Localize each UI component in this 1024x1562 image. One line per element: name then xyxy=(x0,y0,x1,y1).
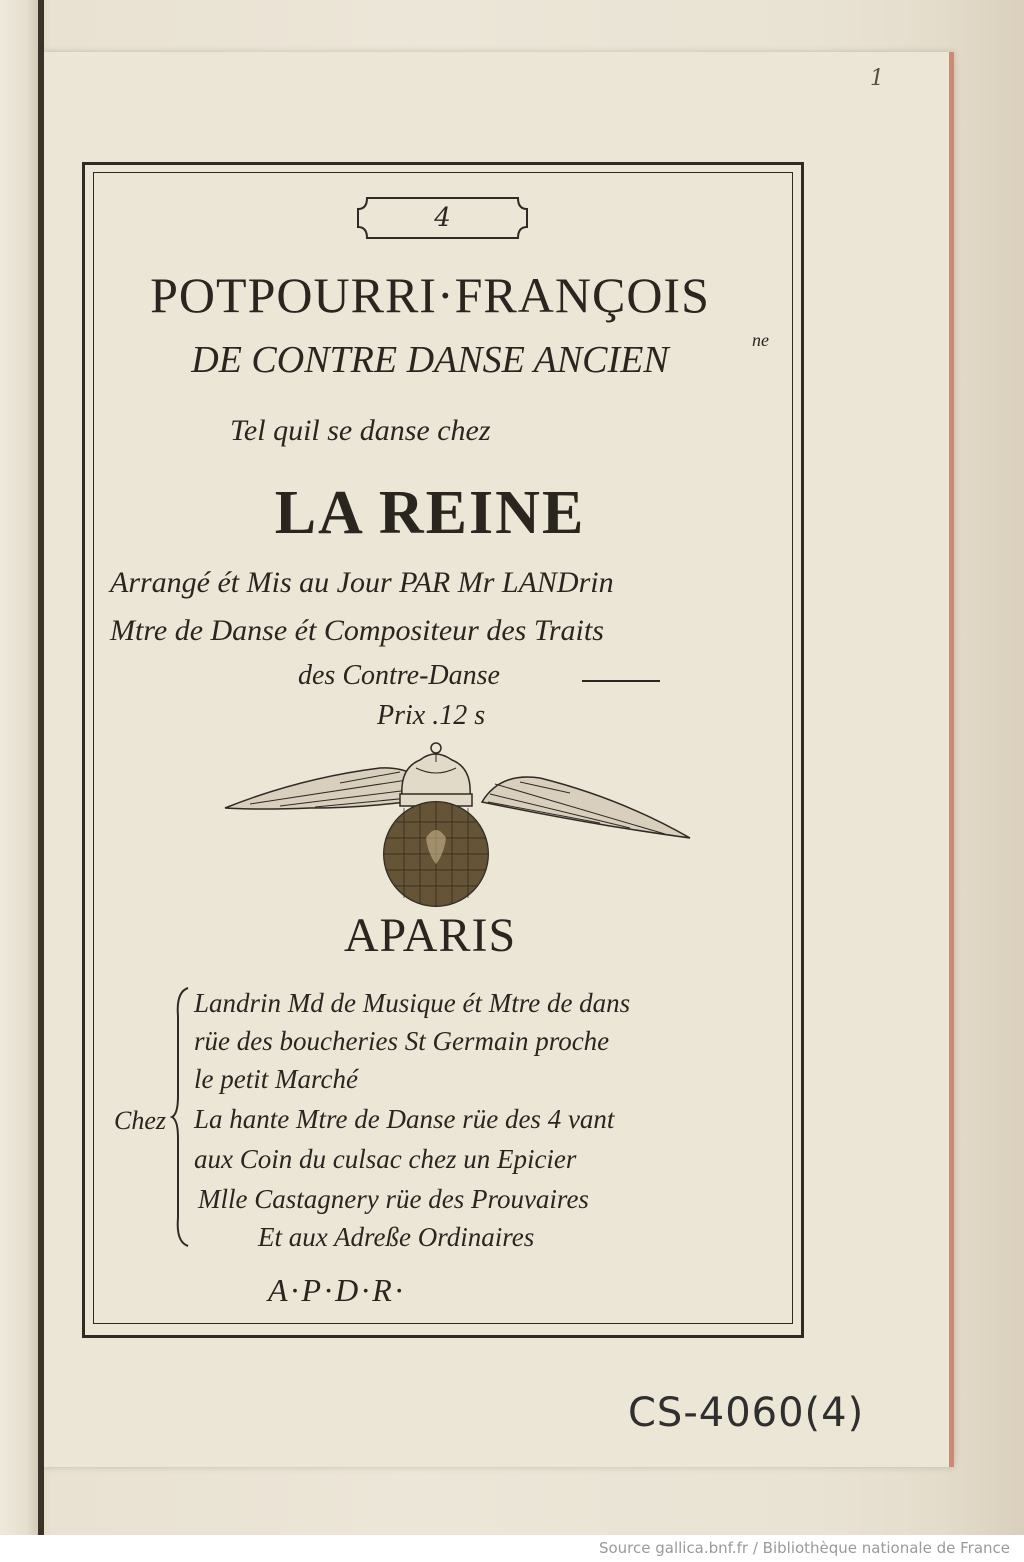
privilege-mark: A·P·D·R· xyxy=(268,1272,406,1308)
dance-master-line: Mtre de Danse ét Compositeur des Traits xyxy=(110,614,604,647)
title: POTPOURRI·FRANÇOIS xyxy=(150,267,710,323)
la-reine-heading: LA REINE xyxy=(274,479,586,547)
price-line: Prix .12 s xyxy=(377,700,486,731)
address-line: Et aux Adreße Ordinaires xyxy=(258,1222,535,1252)
subtitle: DE CONTRE DANSE ANCIEN xyxy=(191,339,669,381)
chez-label: Chez xyxy=(114,1106,166,1135)
address-line: aux Coin du culsac chez un Epicier xyxy=(194,1144,577,1174)
volume-number: 4 xyxy=(434,203,451,233)
subtitle-superscript: ne xyxy=(752,330,769,350)
shelfmark: CS-4060(4) xyxy=(628,1390,865,1436)
address-line: La hante Mtre de Danse rüe des 4 vant xyxy=(194,1104,615,1134)
a-paris-heading: APARIS xyxy=(343,909,517,962)
address-line: Landrin Md de Musique ét Mtre de dans xyxy=(194,988,631,1018)
crowned-winged-globe-icon xyxy=(220,738,695,910)
address-line: Mlle Castagnery rüe des Prouvaires xyxy=(198,1184,589,1214)
source-credit: Source gallica.bnf.fr / Bibliothèque nationale de France xyxy=(598,1539,1010,1557)
address-line: le petit Marché xyxy=(194,1064,358,1094)
contre-danse-line: des Contre-Danse xyxy=(298,660,500,691)
page-number: 1 xyxy=(870,66,884,91)
address-line: rüe des boucheries St Germain proche xyxy=(194,1026,610,1056)
arranged-by-line: Arrangé ét Mis au Jour PAR Mr LANDrin xyxy=(110,566,614,599)
brace-icon xyxy=(170,986,190,1248)
tel-quil-line: Tel quil se danse chez xyxy=(230,414,491,447)
flourish-dash xyxy=(582,680,660,682)
